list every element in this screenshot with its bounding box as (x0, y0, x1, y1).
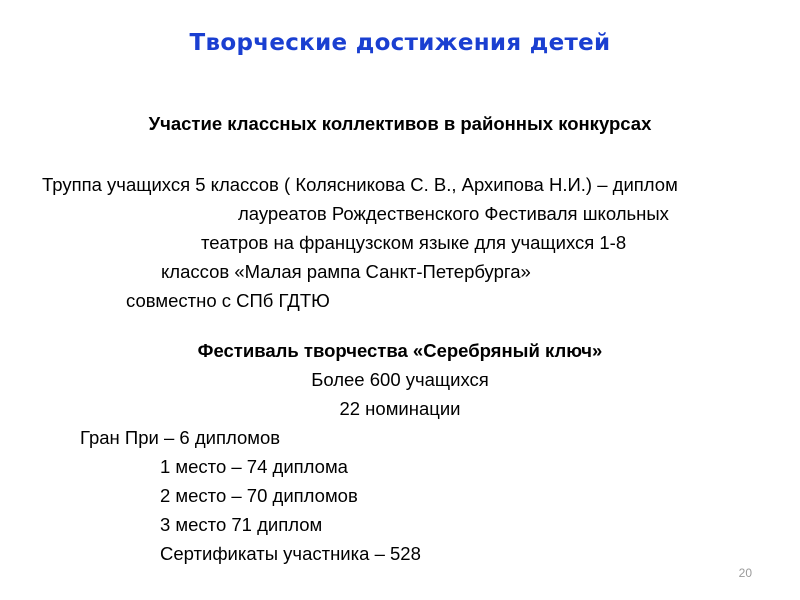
section1-line: совместно с СПб ГДТЮ (126, 290, 330, 311)
nominations-count: 22 номинации (339, 398, 461, 419)
slide-title: Творческие достижения детей (189, 30, 611, 56)
result-item: Сертификаты участника – 528 (160, 543, 421, 564)
section1-heading: Участие классных коллективов в районных конкурсах (148, 113, 652, 134)
section1-line: Труппа учащихся 5 классов ( Колясникова С. В., Архипова Н.И.) – диплом (42, 174, 678, 195)
section2-heading: Фестиваль творчества «Серебряный ключ» (197, 340, 603, 361)
participants-count: Более 600 учащихся (311, 369, 489, 390)
section1-line: классов «Малая рампа Санкт-Петербурга» (161, 261, 531, 282)
page-number: 20 (738, 566, 752, 580)
result-item: 1 место – 74 диплома (160, 456, 348, 477)
result-item: Гран При – 6 дипломов (80, 427, 281, 448)
result-item: 2 место – 70 дипломов (160, 485, 358, 506)
result-item: 3 место 71 диплом (160, 514, 323, 535)
section1-line: лауреатов Рождественского Фестиваля школьных (238, 203, 669, 224)
section1-line: театров на французском языке для учащихся 1-8 (201, 232, 627, 253)
